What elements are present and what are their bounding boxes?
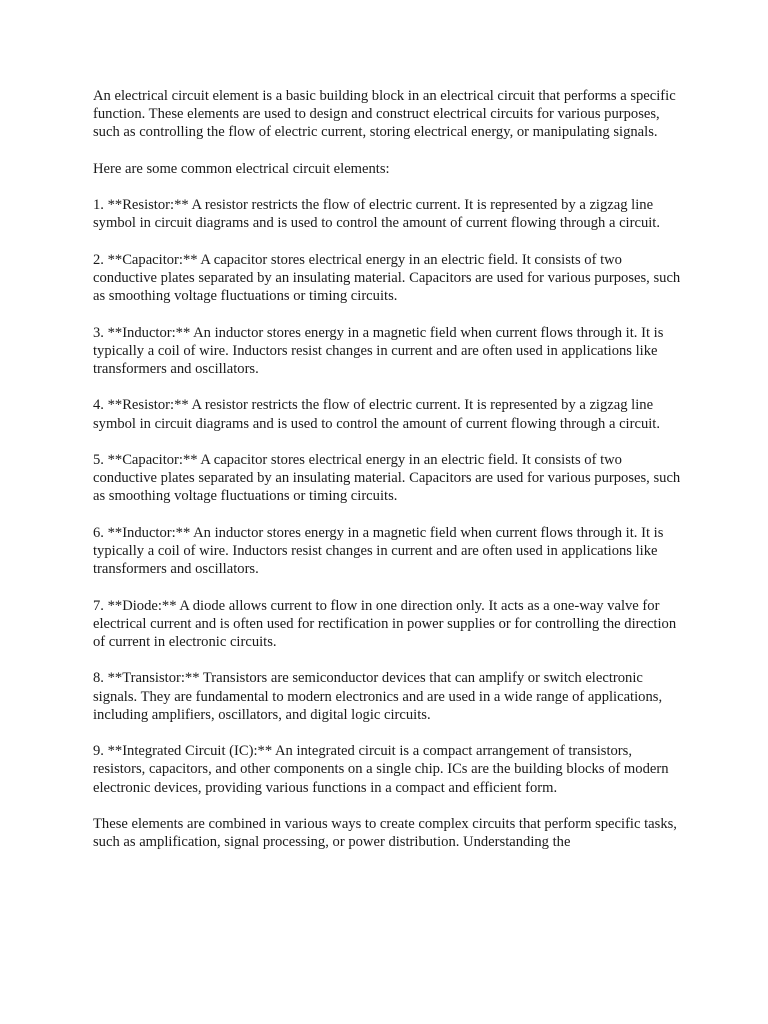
list-item-resistor-repeat: 4. **Resistor:** A resistor restricts the flow of electric current. It is represented by a zigzag line symbol in circuit diagrams and is used to control the amount of current flowing through a circuit. <box>93 397 660 432</box>
list-intro-paragraph: Here are some common electrical circuit elements: <box>93 160 390 177</box>
list-item-resistor: 1. **Resistor:** A resistor restricts the flow of electric current. It is represented by a zigzag line symbol in circuit diagrams and is used to control the amount of current flowing through a circuit. <box>93 197 660 232</box>
list-item-capacitor-repeat: 5. **Capacitor:** A capacitor stores electrical energy in an electric field. It consists of two conductive plates separated by an insulating material. Capacitors are used for various purposes, such as smoothing voltage fluctuations or timing circuits. <box>93 451 681 505</box>
intro-paragraph: An electrical circuit element is a basic building block in an electrical circuit that performs a specific function. These elements are used to design and construct electrical circuits for various purposes, such as controlling the flow of electric current, storing electrical energy, or manipulating signals. <box>93 88 676 141</box>
list-item-capacitor: 2. **Capacitor:** A capacitor stores electrical energy in an electric field. It consists of two conductive plates separated by an insulating material. Capacitors are used for various purposes, such as smoothing voltage fluctuations or timing circuits. <box>93 251 681 305</box>
list-item-diode: 7. **Diode:** A diode allows current to flow in one direction only. It acts as a one-way valve for electrical current and is often used for rectification in power supplies or for controlling the direction of current in electronic circuits. <box>93 597 677 650</box>
document-page <box>93 87 683 851</box>
closing-paragraph: These elements are combined in various ways to create complex circuits that perform specific tasks, such as amplification, signal processing, or power distribution. Understanding the <box>93 815 677 851</box>
list-item-transistor: 8. **Transistor:** Transistors are semiconductor devices that can amplify or switch electronic signals. They are fundamental to modern electronics and are used in a wide range of applications, including amplifiers, oscillators, and digital logic circuits. <box>93 670 663 723</box>
list-item-inductor-repeat: 6. **Inductor:** An inductor stores energy in a magnetic field when current flows through it. It is typically a coil of wire. Inductors resist changes in current and are often used in applications like transformers and oscillators. <box>93 524 664 578</box>
list-item-integrated-circuit: 9. **Integrated Circuit (IC):** An integrated circuit is a compact arrangement of transistors, resistors, capacitors, and other components on a single chip. ICs are the building blocks of modern electronic devices, providing various functions in a compact and efficient form. <box>93 743 669 796</box>
list-item-inductor: 3. **Inductor:** An inductor stores energy in a magnetic field when current flows through it. It is typically a coil of wire. Inductors resist changes in current and are often used in applications like transformers and oscillators. <box>93 324 664 377</box>
